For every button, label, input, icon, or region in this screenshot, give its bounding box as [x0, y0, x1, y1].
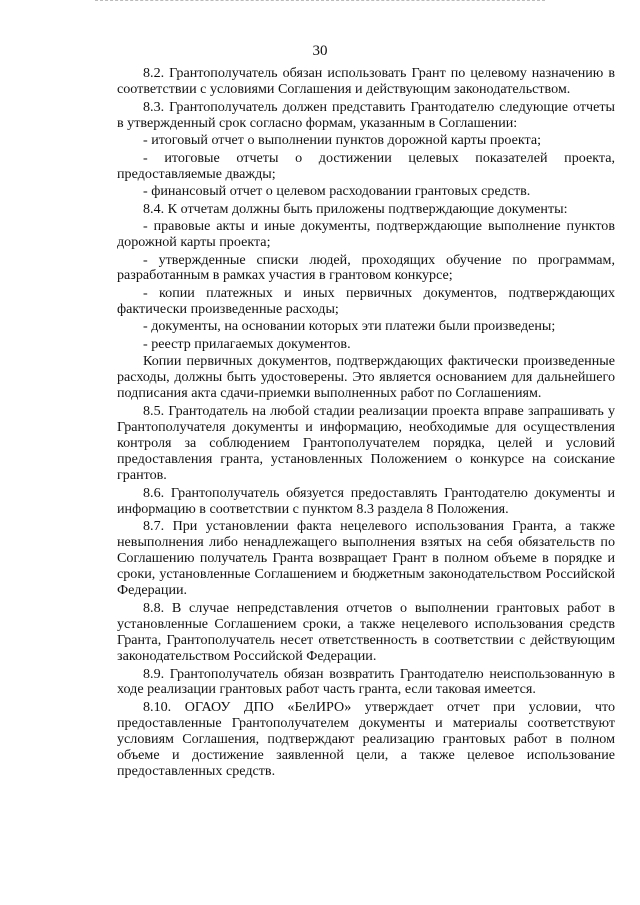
paragraph-8-8: 8.8. В случае непредставления отчетов о выполнении грантовых работ в установленные Соглашением сроки, а также нецелевого использования средств Гранта, Грантополучатель несет ответственность в соответствии с действующим законодательством Российской Федерации. — [117, 599, 615, 664]
paragraph-8-4: 8.4. К отчетам должны быть приложены подтверждающие документы: — [143, 200, 568, 217]
paragraph-8-9: 8.9. Грантополучатель обязан возвратить Грантодателю неиспользованную в ходе реализации грантовых работ часть гранта, если таковая имеется. — [117, 665, 615, 698]
paragraph-8-3: 8.3. Грантополучатель должен представить Грантодателю следующие отчеты в утвержденный срок согласно формам, указанным в Соглашении: — [117, 98, 615, 131]
paragraph-8-2: 8.2. Грантополучатель обязан использовать Грант по целевому назначению в соответствии с условиями Соглашения и действующим законодательством. — [117, 65, 615, 97]
list-item: - копии платежных и иных первичных документов, подтверждающих фактически произведенные расходы; — [117, 284, 615, 317]
page-number: 30 — [312, 43, 328, 59]
paragraph-8-10: 8.10. ОГАОУ ДПО «БелИРО» утверждает отчет при условии, что предоставленные Грантополучателем документы и материалы соответствуют условиям Соглашения, подтверждают реализацию грантовых работ в полном объеме и достижение заявленной цели, а также целевое использование предоставленных средств. — [117, 699, 615, 779]
document-body — [117, 66, 615, 782]
list-item: - реестр прилагаемых документов. — [143, 335, 351, 352]
scan-edge-line — [95, 0, 545, 2]
paragraph-8-6: 8.6. Грантополучатель обязуется предоставлять Грантодателю документы и информацию в соответствии с пунктом 8.3 раздела 8 Положения. — [117, 484, 615, 517]
paragraph-8-5: 8.5. Грантодатель на любой стадии реализации проекта вправе запрашивать у Грантополучателя документы и информацию, необходимые для осуществления контроля за соблюдением Грантополучателем порядка, целей и условий предоставления гранта, установленных Положением о конкурсе на соискание грантов. — [117, 403, 615, 483]
paragraph-copies: Копии первичных документов, подтверждающих фактически произведенные расходы, должны быть удостоверены. Это является основанием для дальнейшего подписания акта сдачи-приемки выполненных работ по Соглашениям. — [117, 353, 615, 402]
list-item: - итоговые отчеты о достижении целевых показателей проекта, предоставляемые дважды; — [117, 149, 615, 182]
list-item: - документы, на основании которых эти платежи были произведены; — [143, 318, 556, 335]
paragraph-8-7: 8.7. При установлении факта нецелевого использования Гранта, а также невыполнения либо ненадлежащего выполнения взятых на себя обязательств по Соглашению получатель Гранта возвращает Грант в полном объеме в порядке и сроки, установленные Соглашением и бюджетным законодательством Российской Федерации. — [117, 518, 615, 599]
list-item: - финансовый отчет о целевом расходовании грантовых средств. — [143, 183, 531, 200]
list-item: - утвержденные списки людей, проходящих обучение по программам, разработанным в рамках участия в грантовом конкурсе; — [117, 251, 615, 284]
list-item: - правовые акты и иные документы, подтверждающие выполнение пунктов дорожной карты проекта; — [117, 218, 615, 251]
list-item: - итоговый отчет о выполнении пунктов дорожной карты проекта; — [143, 132, 542, 149]
